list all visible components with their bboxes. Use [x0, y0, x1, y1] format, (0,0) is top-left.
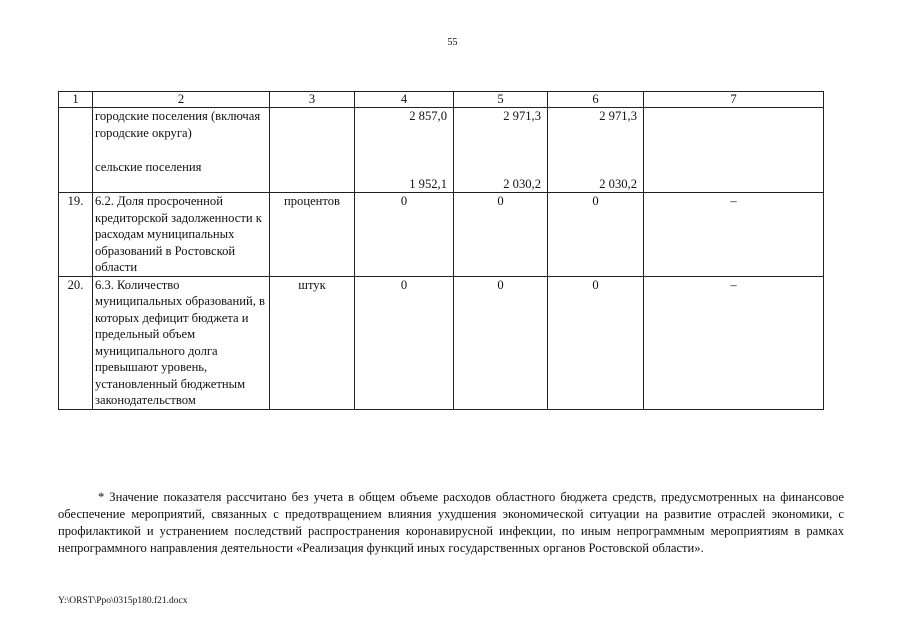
- note-cell: –: [644, 193, 824, 277]
- urban-value: 2 971,3: [599, 109, 637, 123]
- rural-value: 1 952,1: [409, 176, 447, 191]
- unit-cell: процентов: [270, 193, 355, 277]
- urban-settlements-label: городские поселения (включая городские округа): [95, 109, 261, 140]
- table-header-row: [59, 92, 824, 108]
- indicators-table: [58, 91, 824, 410]
- file-path: Y:\ORST\Ppo\0315p180.f21.docx: [58, 596, 188, 606]
- value-cell: 0: [454, 276, 548, 409]
- column-header: 3: [270, 92, 355, 108]
- rural-settlements-label: сельские поселения: [95, 160, 202, 174]
- table-row: [59, 108, 824, 193]
- urban-value: 2 971,3: [503, 109, 541, 123]
- table-row: [59, 276, 824, 409]
- unit-cell: штук: [270, 276, 355, 409]
- column-header: 7: [644, 92, 824, 108]
- settlements-cell: [93, 108, 270, 193]
- rural-value: 2 030,2: [599, 176, 637, 191]
- table-row: [59, 193, 824, 277]
- footnote: * Значение показателя рассчитано без учета в общем объеме расходов областного бюджета средств, предусмотренных на финансовое обеспечение мероприятий, связанных с предотвращением влияния ухудшения экономической ситуации на развитие отраслей экономики, с профилактикой и устранением последствий распространения коронавирусной инфекции, по иным непрограммным мероприятиям в рамках непрограммного направления деятельности «Реализация функций иных государственных органов Ростовской области».: [58, 490, 844, 555]
- note-cell: –: [644, 276, 824, 409]
- column-header: 1: [59, 92, 93, 108]
- unit-cell: [270, 108, 355, 193]
- value-cell: 0: [355, 276, 454, 409]
- row-number-cell: 19.: [59, 193, 93, 277]
- indicator-name-cell: 6.3. Количество муниципальных образований, в которых дефицит бюджета и предельный объем муниципального долга превышают уровень, установлeнный бюджетным законодательством: [93, 276, 270, 409]
- value-cell: 0: [548, 276, 644, 409]
- value-cell-col4: [355, 108, 454, 193]
- urban-value: 2 857,0: [409, 109, 447, 123]
- page-number: 55: [447, 37, 458, 48]
- value-cell-col6: [548, 108, 644, 193]
- indicator-name-cell: 6.2. Доля просроченной кредиторской задолженности к расходам муниципальных образований в Ростовской области: [93, 193, 270, 277]
- value-cell: 0: [548, 193, 644, 277]
- value-cell: 0: [355, 193, 454, 277]
- row-number-cell: [59, 108, 93, 193]
- value-cell: 0: [454, 193, 548, 277]
- column-header: 4: [355, 92, 454, 108]
- rural-value: 2 030,2: [503, 176, 541, 191]
- column-header: 5: [454, 92, 548, 108]
- note-cell: [644, 108, 824, 193]
- column-header: 2: [93, 92, 270, 108]
- row-number-cell: 20.: [59, 276, 93, 409]
- value-cell-col5: [454, 108, 548, 193]
- column-header: 6: [548, 92, 644, 108]
